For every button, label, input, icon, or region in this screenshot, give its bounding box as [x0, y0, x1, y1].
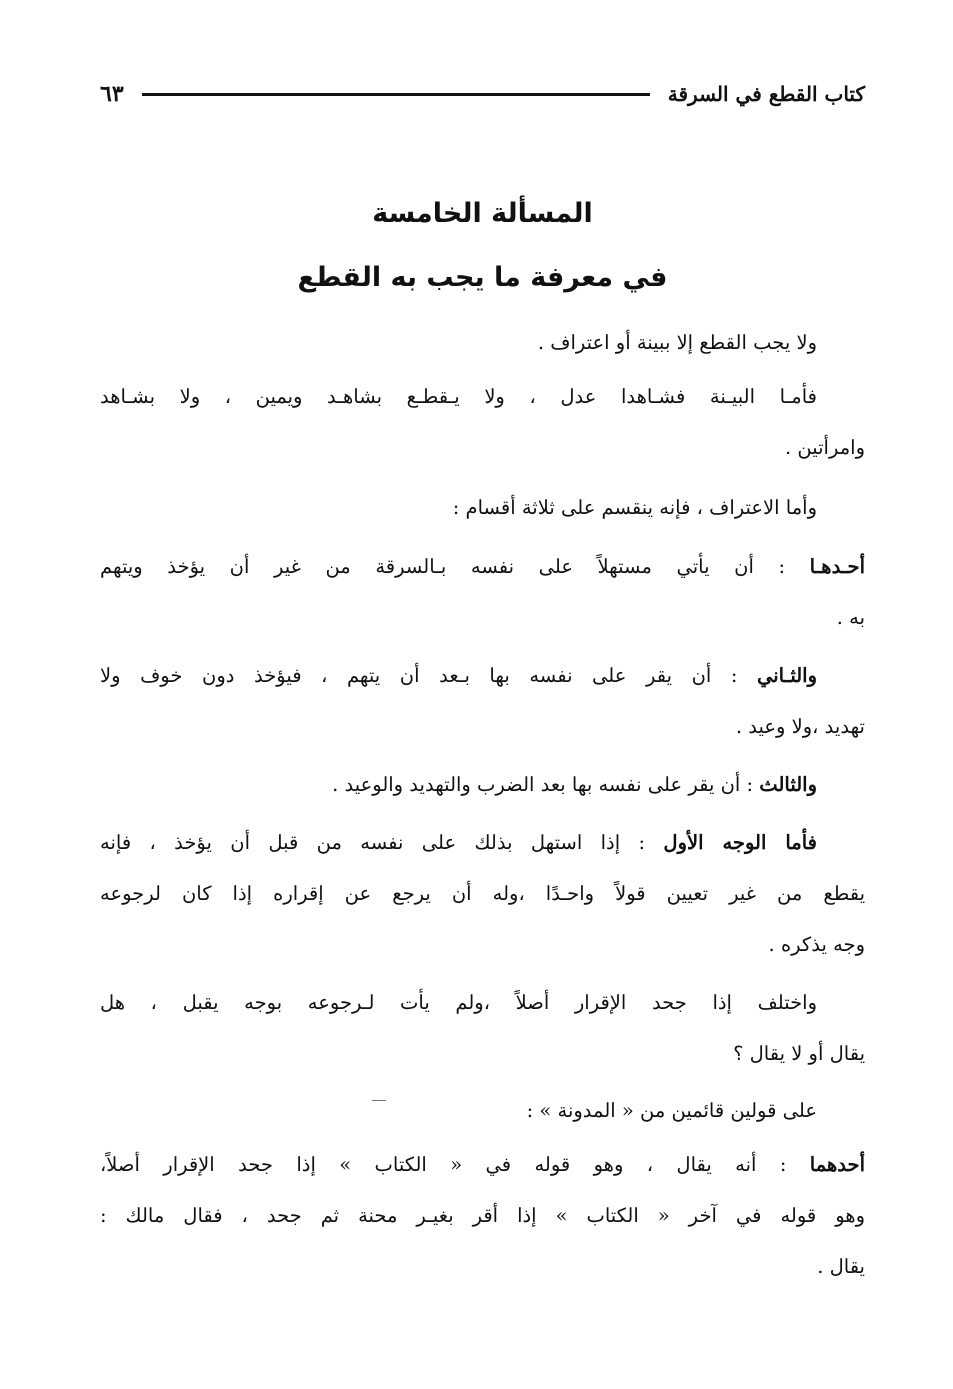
text-line: على قولين قائمين من « المدونة » :: [526, 1099, 817, 1122]
header-rule: [142, 93, 650, 96]
text-line: والثالث : أن يقر على نفسه بها بعد الضرب والتهديد والوعيد .: [332, 773, 817, 796]
text-line: وأما الاعتراف ، فإنه ينقسم على ثلاثة أقسام :: [452, 496, 817, 519]
text-line: يقطع من غير تعيين قولاً واحـدًا ،وله أن يرجع عن إقراره إذا كان لرجوعه: [100, 882, 865, 905]
text-line: فأما الوجه الأول : إذا استهل بذلك على نفسه من قبل أن يؤخذ ، فإنه: [100, 831, 817, 854]
text-line: وامرأتين .: [784, 436, 865, 459]
text-line: وجه يذكره .: [768, 933, 865, 956]
text-line: أحدهما : أنه يقال ، وهو قوله في « الكتاب » إذا جحد الإقرار أصلاً،: [100, 1153, 865, 1176]
text-line: أحـدهـا : أن يأتي مستهلاً على نفسه بـالسرقة من غير أن يؤخذ ويتهم: [100, 555, 865, 578]
running-header: [100, 72, 865, 116]
running-title: كتاب القطع في السرقة: [667, 82, 865, 106]
stray-mark: [372, 1100, 386, 1101]
text-line: يقال .: [817, 1255, 865, 1278]
text-line: يقال أو لا يقال ؟: [733, 1042, 865, 1065]
text-line: وهو قوله في آخر « الكتاب » إذا أقر بغيـر محنة ثم جحد ، فقال مالك :: [100, 1204, 865, 1227]
chapter-subtitle: في معرفة ما يجب به القطع: [297, 262, 668, 293]
text-line: به .: [836, 606, 865, 629]
text-line: ولا يجب القطع إلا ببينة أو اعتراف .: [537, 331, 817, 354]
text-line: فأمـا البيـنة فشـاهدا عدل ، ولا يـقطـع بشاهـد ويمين ، ولا بشـاهد: [100, 385, 817, 408]
text-line: تهديد ،ولا وعيد .: [735, 715, 865, 738]
text-line: واختلف إذا جحد الإقرار أصلاً ،ولم يأت لـرجوعه بوجه يقبل ، هل: [100, 991, 817, 1014]
text-line: والثـاني : أن يقر على نفسه بها بـعد أن يتهم ، فيؤخذ دون خوف ولا: [100, 664, 817, 687]
page-number: ٦٣: [100, 81, 124, 107]
chapter-heading: المسألة الخامسة: [372, 198, 593, 229]
